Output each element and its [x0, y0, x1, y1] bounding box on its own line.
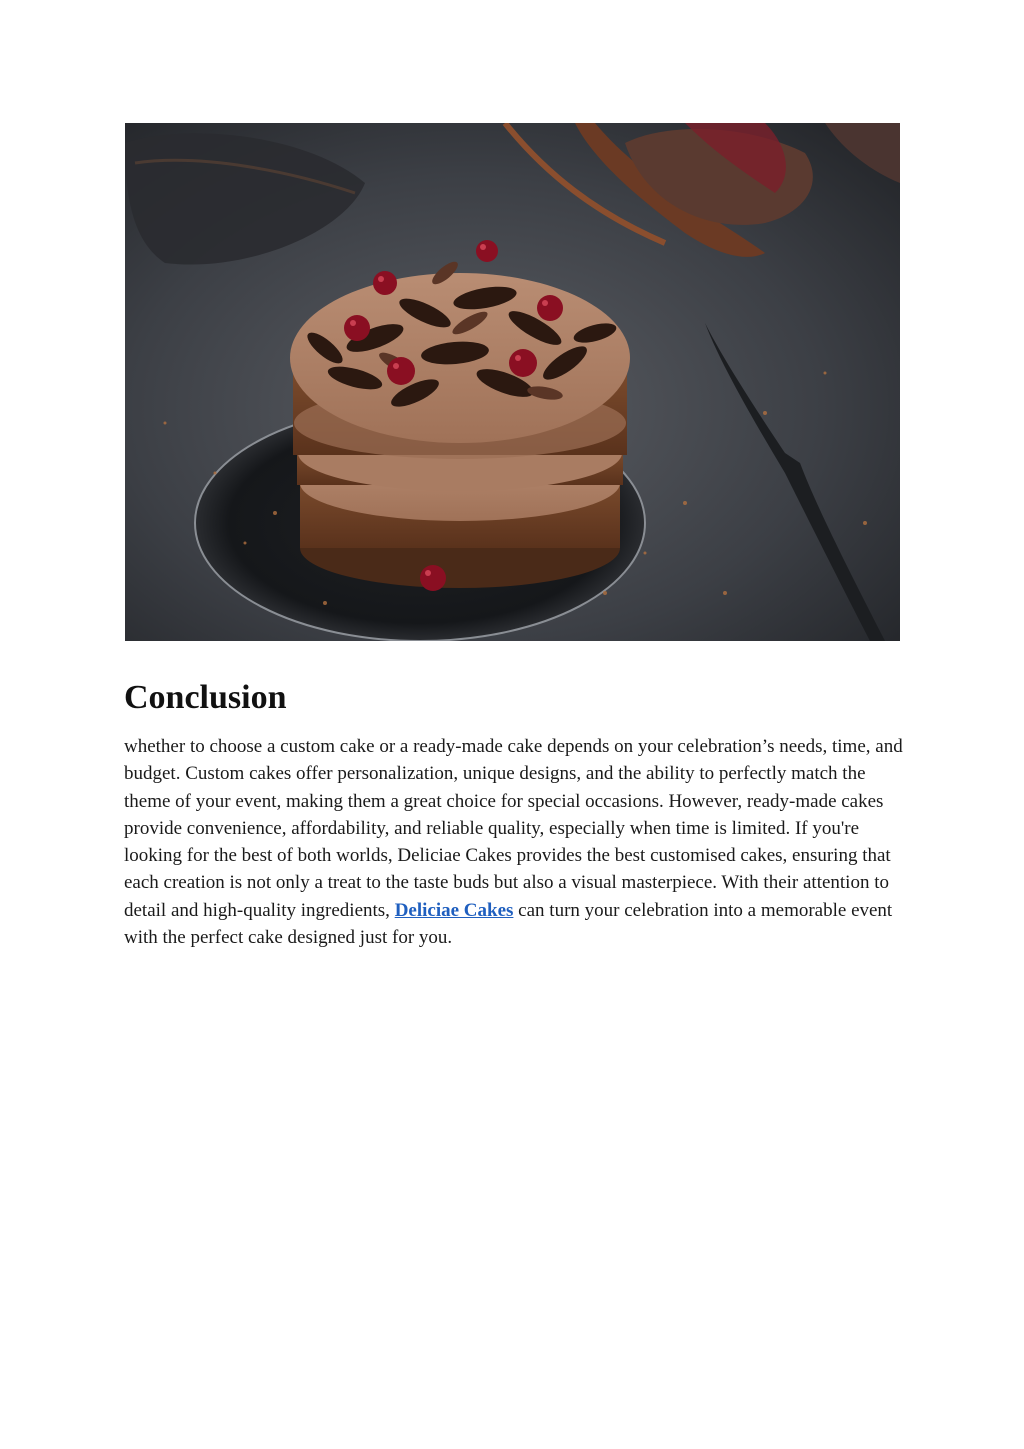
section-heading: Conclusion	[124, 679, 287, 716]
conclusion-paragraph	[124, 733, 904, 951]
deliciae-cakes-link[interactable]: Deliciae Cakes	[394, 899, 514, 921]
paragraph-text-start: whether to choose a custom cake or a ready-made cake depends on your celebration’s needs, time, and budget. Custom cakes offer personalization, unique designs, and the ability to perfectly match the theme of your event, making them a great choice for special occasions. However, ready-made cakes provide convenience, affordability, and reliable quality, especially when time is limited. If you're looking for the best of both worlds, Deliciae Cakes provides the best customised cakes, ensuring that each creation is not only a treat to the taste buds but also a visual masterpiece. With their attention to detail and high-quality ingredients,	[124, 736, 903, 921]
paragraph-text-end: can turn your celebration into a memorable event with the perfect cake designed just for you.	[124, 899, 893, 949]
cake-illustration	[125, 123, 900, 641]
cake-photo	[125, 123, 900, 641]
